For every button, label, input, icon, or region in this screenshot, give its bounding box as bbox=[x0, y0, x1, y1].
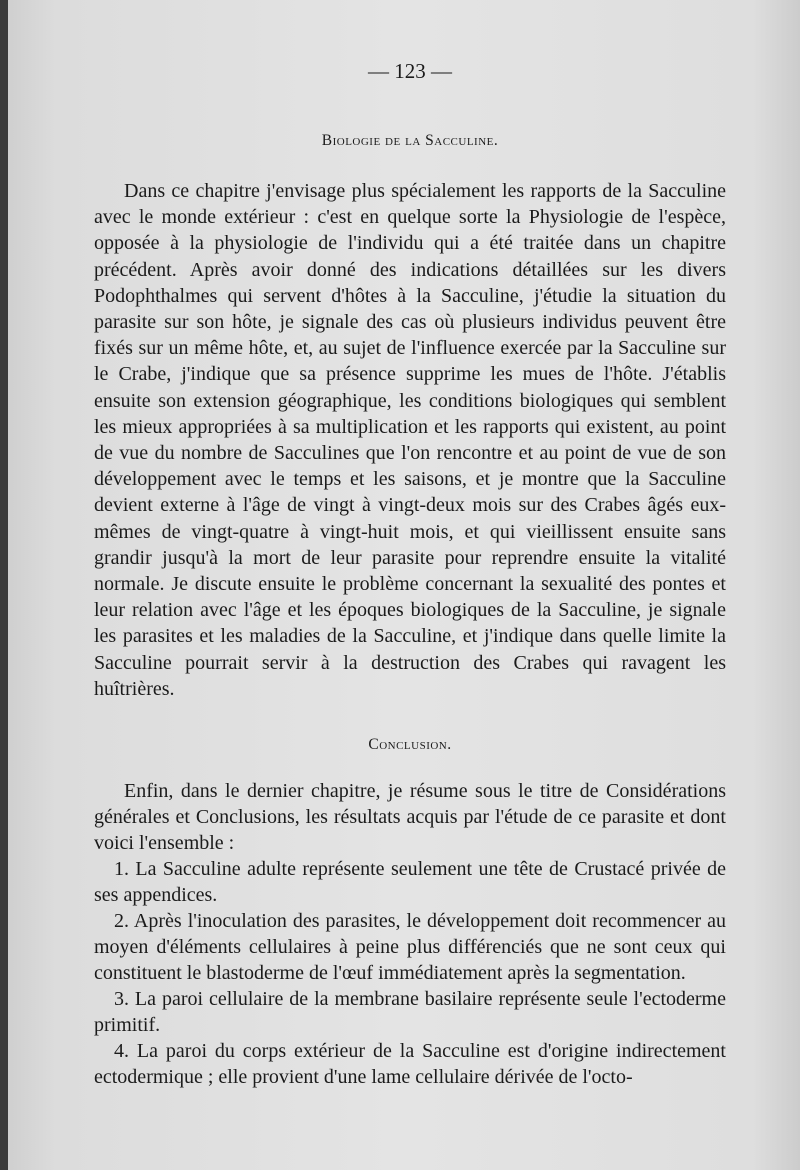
conclusion-intro: Enfin, dans le dernier chapitre, je résume sous le titre de Considérations générales et Conclusions, les résultats acquis par l'étude de ce parasite et dont voici l'ensemble : bbox=[94, 780, 726, 855]
conclusion-item-2: 2. Après l'inoculation des parasites, le développement doit recommencer au moyen d'éléments cellulaires à peine plus différenciés que ne sont ceux qui constituent le blastoderme de l'œuf immédiatement après la segmentation. bbox=[94, 910, 726, 985]
page-number: — 123 — bbox=[368, 59, 452, 83]
section-title-conclusion: Conclusion. bbox=[368, 736, 452, 753]
conclusion-item-3: 3. La paroi cellulaire de la membrane basilaire représente seule l'ectoderme primitif. bbox=[94, 988, 726, 1037]
section-paragraph-biologie: Dans ce chapitre j'envisage plus spécialement les rapports de la Sacculine avec le monde extérieur : c'est en quelque sorte la Physiologie de l'espèce, opposée à la physiologie de l'individu qui a été traitée dans un chapitre précédent. Après avoir donné des indications détaillées sur les divers Podophthalmes qui servent d'hôtes à la Sacculine, j'étudie la situation du parasite sur son hôte, je signale des cas où plusieurs individus peuvent être fixés sur un même hôte, et, au sujet de l'influence exercée par la Sacculine sur le Crabe, j'indique que sa présence supprime les mues de l'hôte. J'établis ensuite son extension géographique, les conditions biologiques qui semblent les mieux appropriées à sa multiplication et les rapports qui existent, au point de vue du nombre de Sacculines que l'on rencontre et au point de vue de son développement avec le temps et les saisons, et je montre que la Sacculine devient externe à l'âge de vingt à vingt-deux mois sur des Crabes âgés eux-mêmes de vingt-quatre à vingt-huit mois, et qui vieillissent ensuite sans grandir jusqu'à la mort de leur parasite pour reprendre ensuite la vitalité normale. Je discute ensuite le problème concernant la sexualité des pontes et leur relation avec l'âge et les époques biologiques de la Sacculine, je signale les parasites et les maladies de la Sacculine, et j'indique dans quelle limite la Sacculine pourrait servir à la destruction des Crabes qui ravagent les huîtrières. bbox=[94, 180, 726, 700]
conclusion-item-4: 4. La paroi du corps extérieur de la Sacculine est d'origine indirectement ectodermique ; elle provient d'une lame cellulaire dérivée de l'octo- bbox=[94, 1040, 726, 1089]
conclusion-item-1: 1. La Sacculine adulte représente seulement une tête de Crustacé privée de ses appendices. bbox=[94, 858, 726, 907]
section-title-biologie: Biologie de la Sacculine. bbox=[321, 132, 499, 149]
scanned-page bbox=[8, 0, 800, 1170]
